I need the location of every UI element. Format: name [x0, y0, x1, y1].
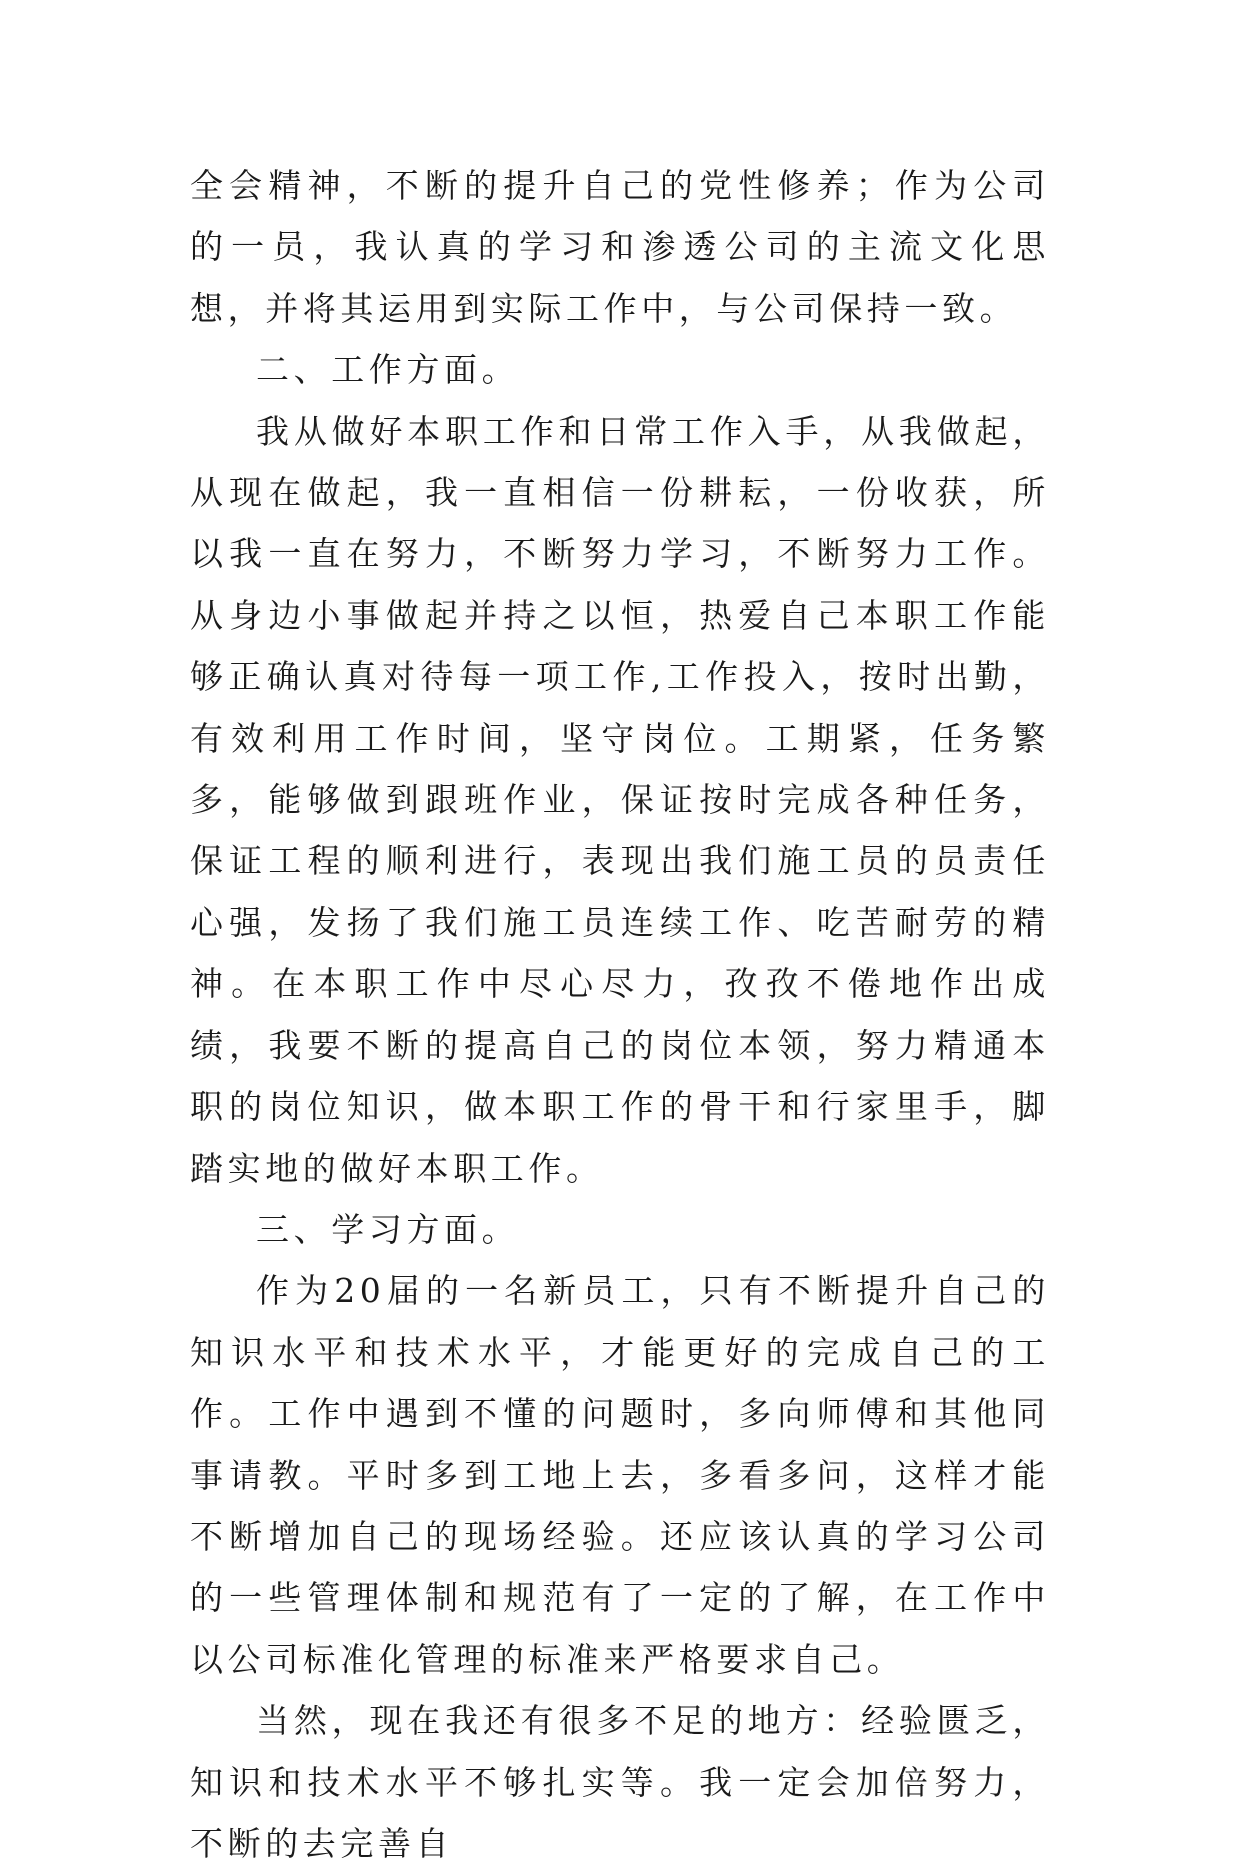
section-heading-work: 二、工作方面。 — [256, 350, 520, 390]
paragraph-shortcomings: 当然，现在我还有很多不足的地方：经验匮乏，知识和技术水平不够扎实等。我一定会加倍努力，不断的去完善自 — [190, 1701, 1050, 1863]
document-body — [190, 155, 1050, 1874]
paragraph-study: 作为20届的一名新员工，只有不断提升自己的知识水平和技术水平，才能更好的完成自己的工作。工作中遇到不懂的问题时，多向师傅和其他同事请教。平时多到工地上去，多看多问，这样才能不断增加自己的现场经验。还应该认真的学习公司的一些管理体制和规范有了一定的了解，在工作中以公司标准化管理的标准来严格要求自己。 — [190, 1271, 1050, 1679]
paragraph-work: 我从做好本职工作和日常工作入手，从我做起，从现在做起，我一直相信一份耕耘，一份收获，所以我一直在努力，不断努力学习，不断努力工作。从身边小事做起并持之以恒，热爱自己本职工作能够正确认真对待每一项工作,工作投入，按时出勤，有效利用工作时间，坚守岗位。工期紧，任务繁多，能够做到跟班作业，保证按时完成各种任务，保证工程的顺利进行，表现出我们施工员的员责任心强，发扬了我们施工员连续工作、吃苦耐劳的精神。在本职工作中尽心尽力，孜孜不倦地作出成绩，我要不断的提高自己的岗位本领，努力精通本职的岗位知识，做本职工作的骨干和行家里手，脚踏实地的做好本职工作。 — [190, 411, 1050, 1188]
section-heading-study: 三、学习方面。 — [256, 1209, 520, 1249]
paragraph-continuation: 全会精神，不断的提升自己的党性修养；作为公司的一员，我认真的学习和渗透公司的主流文化思想，并将其运用到实际工作中，与公司保持一致。 — [190, 166, 1050, 328]
